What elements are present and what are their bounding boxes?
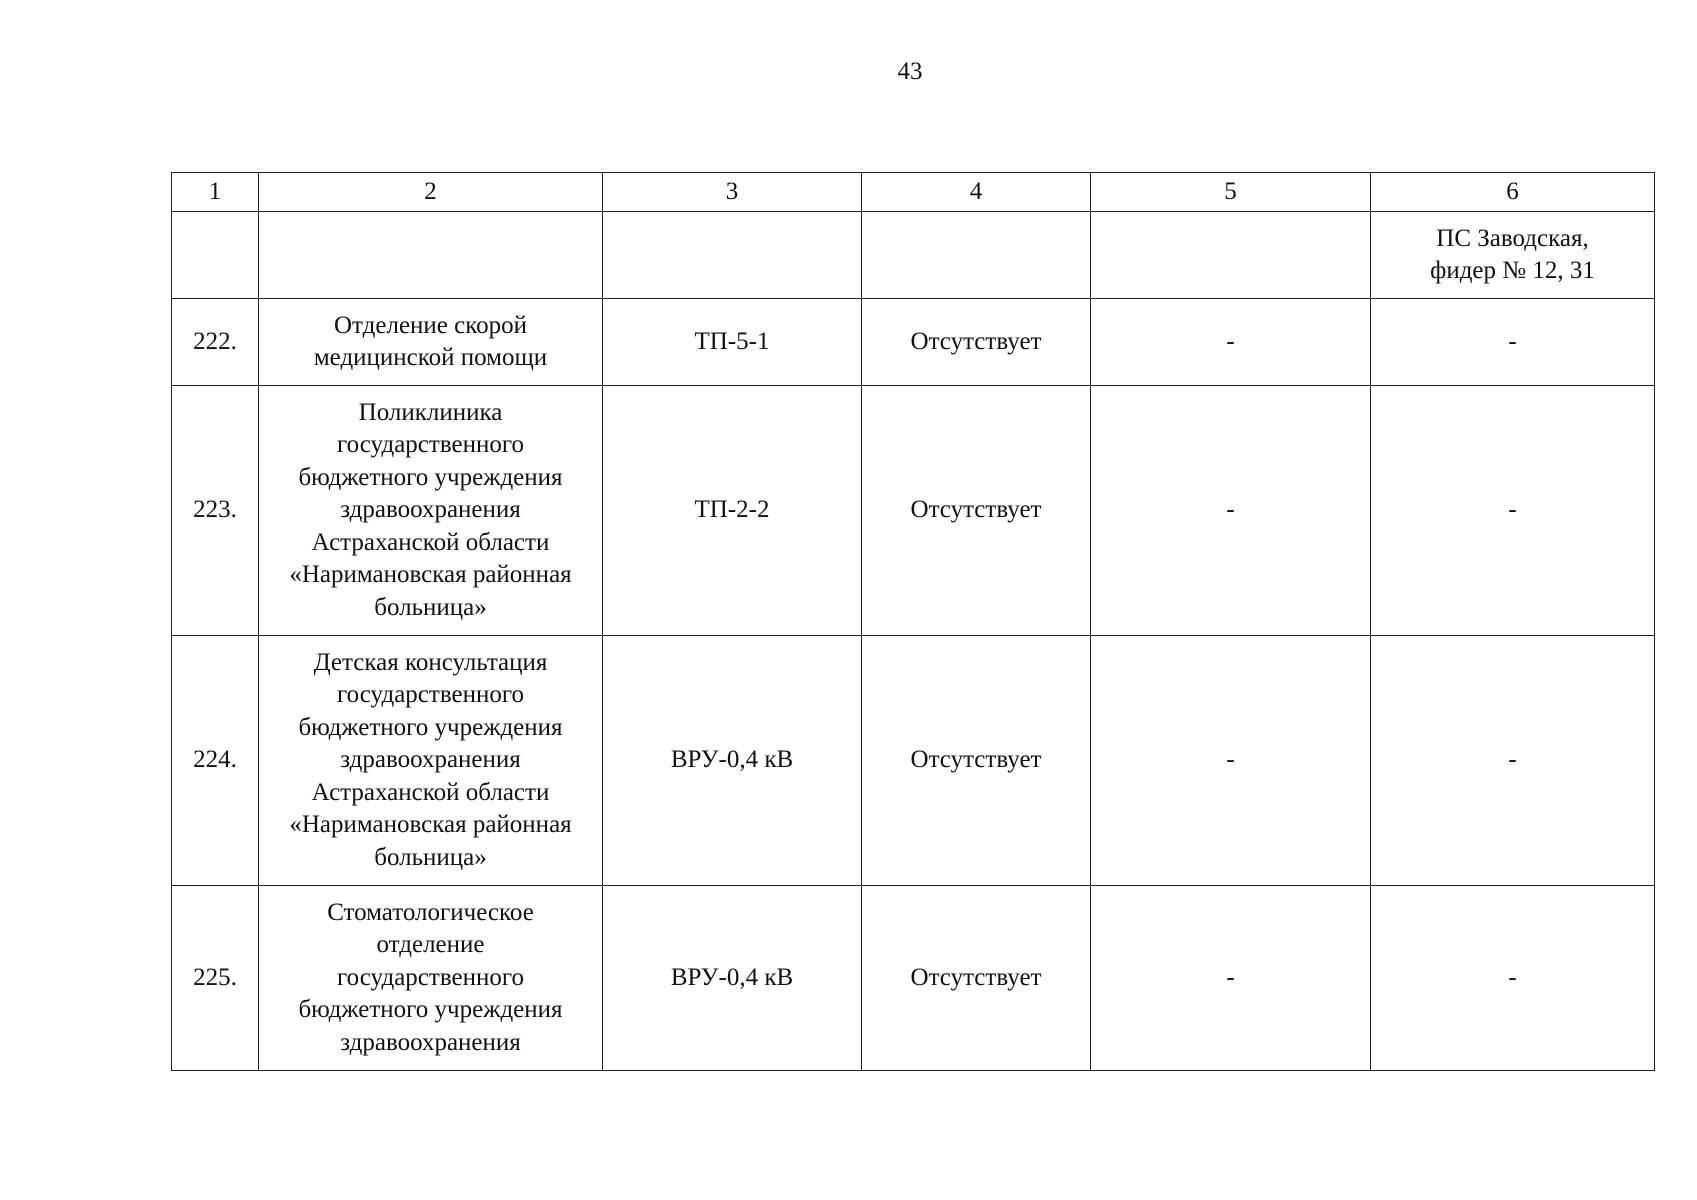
- table-cell-col4: Отсутствует: [862, 299, 1091, 386]
- table-cell-name: [259, 299, 603, 386]
- cell-line: Поликлиника: [358, 398, 503, 426]
- table-cell-col3: ВРУ-0,4 кВ: [603, 636, 862, 886]
- table-cell-num: 222.: [172, 299, 259, 386]
- table-cell-col4: Отсутствует: [862, 386, 1091, 636]
- cell-line: «Наримановская районная: [289, 561, 572, 589]
- cell-line: бюджетного учреждения: [298, 996, 563, 1024]
- table-row: [172, 299, 1655, 386]
- table-cell-col5: -: [1091, 299, 1371, 386]
- data-table: [171, 172, 1655, 1071]
- cell-line: медицинской помощи: [313, 344, 548, 371]
- table-cell-col3: ВРУ-0,4 кВ: [603, 886, 862, 1071]
- table-cell-col5: -: [1091, 886, 1371, 1071]
- cell-line: «Наримановская районная: [289, 811, 572, 839]
- header-cell-4: 4: [862, 173, 1091, 212]
- table-row: [172, 386, 1655, 636]
- table-row: [172, 636, 1655, 886]
- table-cell-col6: -: [1371, 386, 1655, 636]
- table-cell-col6: [1371, 212, 1655, 299]
- cell-line: государственного: [337, 681, 524, 709]
- header-cell-3: 3: [603, 173, 862, 212]
- table-cell-col6: -: [1371, 299, 1655, 386]
- table-cell-col6: -: [1371, 886, 1655, 1071]
- table-cell-col4: [862, 212, 1091, 299]
- table-cell-col3: [603, 212, 862, 299]
- cell-line: государственного: [337, 431, 524, 459]
- table-cell-name: [259, 212, 603, 299]
- header-cell-1: 1: [172, 173, 259, 212]
- table-cell-col5: -: [1091, 636, 1371, 886]
- table-cell-num: 223.: [172, 386, 259, 636]
- table-cell-num: [172, 212, 259, 299]
- table-cell-col4: Отсутствует: [862, 636, 1091, 886]
- cell-line: больница»: [374, 593, 487, 621]
- continuation-row: [172, 212, 1655, 299]
- cell-line: больница»: [374, 843, 487, 871]
- cell-line: Стоматологическое: [327, 898, 534, 926]
- cell-line: Астраханской области: [311, 778, 550, 806]
- cell-line: отделение: [376, 931, 485, 959]
- table-cell-num: 224.: [172, 636, 259, 886]
- table-cell-col3: ТП-2-2: [603, 386, 862, 636]
- header-cell-2: 2: [259, 173, 603, 212]
- header-cell-5: 5: [1091, 173, 1371, 212]
- table-row: [172, 886, 1655, 1071]
- table-cell-col5: [1091, 212, 1371, 299]
- table-cell-col3: ТП-5-1: [603, 299, 862, 386]
- cell-line: фидер № 12, 31: [1430, 257, 1595, 284]
- cell-line: Астраханской области: [311, 528, 550, 556]
- table-cell-name: [259, 386, 603, 636]
- cell-line: ПС Заводская,: [1436, 224, 1589, 252]
- cell-line: бюджетного учреждения: [298, 463, 563, 491]
- table-cell-col6: -: [1371, 636, 1655, 886]
- cell-line: Детская консультация: [313, 648, 548, 676]
- cell-line: бюджетного учреждения: [298, 713, 563, 741]
- cell-line: здравоохранения: [340, 1028, 521, 1056]
- cell-line: государственного: [337, 963, 524, 991]
- table-cell-name: [259, 886, 603, 1071]
- cell-line: здравоохранения: [340, 496, 521, 524]
- table-cell-name: [259, 636, 603, 886]
- table-cell-num: 225.: [172, 886, 259, 1071]
- header-cell-6: 6: [1371, 173, 1655, 212]
- page-number: 43: [897, 58, 923, 85]
- cell-line: Отделение скорой: [334, 311, 527, 339]
- table-cell-col4: Отсутствует: [862, 886, 1091, 1071]
- header-row: [172, 173, 1655, 212]
- cell-line: здравоохранения: [340, 746, 521, 774]
- table-cell-col5: -: [1091, 386, 1371, 636]
